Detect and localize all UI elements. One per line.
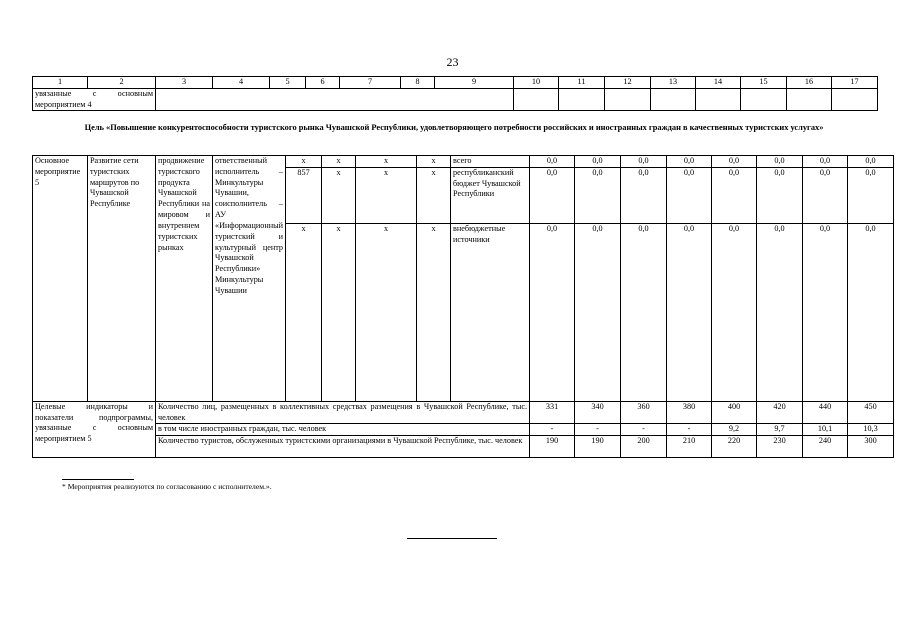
indicator-value: - xyxy=(621,424,667,436)
column-number-cell: 7 xyxy=(340,77,401,89)
value-cell: 0,0 xyxy=(667,156,712,168)
indicator-name: в том числе иностранных граждан, тыс. человек xyxy=(156,424,530,436)
value-cell: 0,0 xyxy=(530,156,575,168)
page-number: 23 xyxy=(446,55,459,69)
column-number-cell: 3 xyxy=(156,77,213,89)
value-cell: 0,0 xyxy=(848,167,894,223)
column-number-cell: 1 xyxy=(33,77,88,89)
column-number-cell: 17 xyxy=(832,77,878,89)
indicator-value: 360 xyxy=(621,401,667,424)
indicator-value: 240 xyxy=(803,436,848,458)
goal-heading: Цель «Повышение конкурентоспособности туристского рынка Чувашской Республики, удовлетворяющего потребности российских и иностранных граждан в качественных туристских услугах» xyxy=(84,123,824,132)
code-cell: x xyxy=(322,156,356,168)
value-cell: 0,0 xyxy=(803,156,848,168)
measure-title: Основное мероприятие 5 xyxy=(33,156,88,402)
end-rule xyxy=(407,538,497,539)
value-cell: 0,0 xyxy=(712,156,757,168)
measure-executor: ответственный исполнитель – Минкультуры Чувашии, соисполнитель – АУ «Информационный туристский и культурный центр Чувашской Республики» Минкультуры Чувашии xyxy=(213,156,286,402)
indicator-value: - xyxy=(530,424,575,436)
indicator-value: 380 xyxy=(667,401,712,424)
value-cell: 0,0 xyxy=(621,156,667,168)
indicator-row xyxy=(33,436,894,458)
column-number-cell: 2 xyxy=(88,77,156,89)
value-cell: 0,0 xyxy=(667,223,712,401)
indicator-value: - xyxy=(575,424,621,436)
column-number-cell: 12 xyxy=(605,77,651,89)
value-cell: 0,0 xyxy=(848,156,894,168)
column-number-cell: 5 xyxy=(270,77,306,89)
measure-table xyxy=(32,155,894,458)
indicator-value: 450 xyxy=(848,401,894,424)
column-number-cell: 16 xyxy=(787,77,832,89)
indicator-value: 400 xyxy=(712,401,757,424)
measure-description: продвижение туристского продукта Чувашской Республики на мировом и внутреннем туристских рынках xyxy=(156,156,213,402)
code-cell: x xyxy=(356,167,417,223)
value-cell: 0,0 xyxy=(575,223,621,401)
column-number-cell: 11 xyxy=(559,77,605,89)
indicator-value: 210 xyxy=(667,436,712,458)
continuation-table xyxy=(32,76,878,111)
value-cell: 0,0 xyxy=(757,156,803,168)
indicator-value: 220 xyxy=(712,436,757,458)
indicator-value: 10,1 xyxy=(803,424,848,436)
code-cell: x xyxy=(286,156,322,168)
indicators-label: Целевые индикаторы и показатели подпрограммы, увязанные с основным мероприятием 5 xyxy=(33,401,156,457)
column-number-cell: 6 xyxy=(306,77,340,89)
funding-source: всего xyxy=(451,156,530,168)
code-cell: x xyxy=(417,223,451,401)
indicator-value: 230 xyxy=(757,436,803,458)
code-cell: x xyxy=(286,223,322,401)
code-cell: x xyxy=(417,156,451,168)
column-number-cell: 15 xyxy=(741,77,787,89)
value-cell: 0,0 xyxy=(757,223,803,401)
indicator-value: 190 xyxy=(575,436,621,458)
indicator-row xyxy=(33,424,894,436)
value-cell: 0,0 xyxy=(667,167,712,223)
continuation-row xyxy=(33,88,878,111)
value-cell: 0,0 xyxy=(621,167,667,223)
funding-source: внебюджетные источники xyxy=(451,223,530,401)
value-cell: 0,0 xyxy=(712,167,757,223)
indicator-value: 340 xyxy=(575,401,621,424)
value-cell: 0,0 xyxy=(712,223,757,401)
indicator-value: 190 xyxy=(530,436,575,458)
column-number-cell: 10 xyxy=(514,77,559,89)
indicator-value: 331 xyxy=(530,401,575,424)
indicator-value: 300 xyxy=(848,436,894,458)
value-cell: 0,0 xyxy=(530,167,575,223)
value-cell: 0,0 xyxy=(803,167,848,223)
value-cell: 0,0 xyxy=(621,223,667,401)
indicator-value: - xyxy=(667,424,712,436)
code-cell: 857 xyxy=(286,167,322,223)
code-cell: x xyxy=(322,167,356,223)
indicator-value: 9,2 xyxy=(712,424,757,436)
column-number-cell: 14 xyxy=(696,77,741,89)
value-cell: 0,0 xyxy=(848,223,894,401)
footnote: * Мероприятия реализуются по согласованию с исполнителем.». xyxy=(62,482,272,491)
column-number-cell: 4 xyxy=(213,77,270,89)
measure-name: Развитие сети туристских маршрутов по Чувашской Республике xyxy=(88,156,156,402)
footnote-rule xyxy=(62,479,134,480)
code-cell: x xyxy=(322,223,356,401)
indicator-value: 10,3 xyxy=(848,424,894,436)
value-cell: 0,0 xyxy=(757,167,803,223)
indicator-value: 440 xyxy=(803,401,848,424)
continuation-cell: увязанные с основным мероприятием 4 xyxy=(33,88,156,111)
column-number-cell: 9 xyxy=(435,77,514,89)
indicator-name: Количество лиц, размещенных в коллективных средствах размещения в Чувашской Республике, тыс. человек xyxy=(156,401,530,424)
indicator-row xyxy=(33,401,894,424)
code-cell: x xyxy=(356,223,417,401)
value-cell: 0,0 xyxy=(575,156,621,168)
column-number-cell: 8 xyxy=(401,77,435,89)
funding-source: республиканский бюджет Чувашской Республики xyxy=(451,167,530,223)
value-cell: 0,0 xyxy=(530,223,575,401)
indicator-value: 200 xyxy=(621,436,667,458)
column-number-cell: 13 xyxy=(651,77,696,89)
code-cell: x xyxy=(356,156,417,168)
indicator-value: 420 xyxy=(757,401,803,424)
indicator-value: 9,7 xyxy=(757,424,803,436)
indicator-name: Количество туристов, обслуженных туристскими организациями в Чувашской Республике, тыс. человек xyxy=(156,436,530,458)
measure-row-total xyxy=(33,156,894,168)
code-cell: x xyxy=(417,167,451,223)
value-cell: 0,0 xyxy=(575,167,621,223)
column-number-row xyxy=(33,77,878,89)
value-cell: 0,0 xyxy=(803,223,848,401)
